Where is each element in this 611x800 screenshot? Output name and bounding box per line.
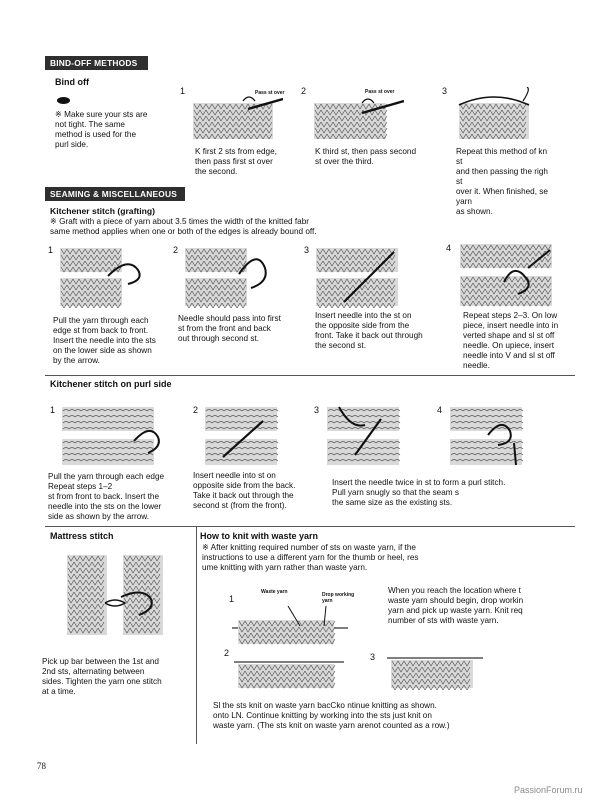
divider-line-2 [45, 526, 575, 527]
kitchener-step-1-illustration [58, 246, 153, 308]
kitchener-purl-step-4-illustration [448, 405, 528, 467]
mattress-illustration [65, 553, 170, 637]
waste-yarn-step-1-number: 1 [229, 594, 235, 604]
bind-off-step-1-number: 1 [180, 86, 186, 96]
kitchener-purl-step-1-illustration [60, 405, 165, 467]
waste-yarn-label: Waste yarn [261, 589, 288, 595]
kitchener-purl-step-3-number: 3 [314, 405, 320, 415]
kitchener-purl-step-3-illustration [325, 405, 405, 467]
mattress-title: Mattress stitch [50, 531, 114, 541]
kitchener-step-3-number: 3 [304, 245, 310, 255]
watermark: PassionForum.ru [514, 785, 583, 795]
bind-off-note: ※ Make sure your sts are not tight. The same method is used for the purl side. [55, 110, 148, 149]
column-divider [196, 526, 197, 744]
kitchener-step-4-caption: Repeat steps 2–3. On low piece, insert needle into in verted shape and sl st off needle. On upiece, insert needle into V and sl st off needle. [463, 311, 559, 370]
kitchener-purl-step-1-number: 1 [50, 405, 56, 415]
kitchener-purl-step-2-number: 2 [193, 405, 199, 415]
kitchener-purl-step-4-number: 4 [437, 405, 443, 415]
waste-yarn-note: ※ After knitting required number of sts on waste yarn, if the instructions to use a different yarn for the thumb or heel, res ume knitting with yarn rather than waste yarn. [202, 543, 419, 572]
kitchener-purl-title: Kitchener stitch on purl side [50, 379, 172, 389]
waste-yarn-step-3-number: 3 [370, 652, 376, 662]
kitchener-note: ※ Graft with a piece of yarn about 3.5 times the width of the knitted fabr same method applies when one or both of the edges is already bound off. [50, 217, 317, 236]
kitchener-step-1-number: 1 [48, 245, 54, 255]
kitchener-purl-step-1-caption: Pull the yarn through each edge Repeat steps 1–2 st from front to back. Insert the needle into the sts on the lower side as shown by the arrow. [48, 472, 165, 521]
kitchener-purl-step-2-illustration [203, 405, 283, 467]
bullet-oval-icon [57, 97, 70, 104]
bind-off-step-3-caption: Repeat this method of kn st and then passing the righ st over it. When finished, se yarn as shown. [456, 147, 548, 216]
bind-off-step-3-number: 3 [442, 86, 448, 96]
kitchener-step-4-illustration [458, 242, 558, 308]
kitchener-purl-step-2-caption: Insert needle into st on opposite side from the back. Take it back out through the second st (from the front). [193, 471, 296, 510]
bind-off-step-1-label: Pass st over [255, 90, 285, 96]
kitchener-title: Kitchener stitch (grafting) [50, 206, 156, 216]
kitchener-step-2-illustration [183, 246, 278, 308]
waste-yarn-step-1-illustration [230, 606, 350, 646]
divider-line [45, 375, 575, 376]
mattress-caption: Pick up bar between the 1st and 2nd sts, alternating between sides. Tighten the yarn one stitch at a time. [42, 657, 162, 696]
bind-off-subtitle: Bind off [55, 77, 89, 87]
kitchener-step-4-number: 4 [446, 243, 452, 253]
bind-off-step-2-label: Pass st over [365, 89, 395, 95]
bind-off-section-header: BIND-OFF METHODS [45, 56, 148, 70]
kitchener-step-2-number: 2 [173, 245, 179, 255]
waste-yarn-step-1-caption: When you reach the location where t waste yarn should begin, drop workin yarn and pick up waste yarn. Knit req number of sts with waste yarn. [388, 586, 524, 625]
drop-working-yarn-label: Drop working yarn [322, 592, 355, 604]
waste-yarn-step-2-number: 2 [224, 648, 230, 658]
page-number: 78 [37, 761, 46, 771]
kitchener-step-3-caption: Insert needle into the st on the opposite side from the front. Take it back out through the second st. [315, 311, 423, 350]
waste-yarn-final-caption: Sl the sts knit on waste yarn bacCko ntinue knitting as shown. onto LN. Continue knitting by working into the sts just knit on waste yarn. (The sts knit on waste yarn arenot counted as a row.) [213, 701, 450, 730]
kitchener-step-2-caption: Needle should pass into first st from the front and back out through second st. [178, 314, 281, 343]
bind-off-step-3-illustration [455, 87, 535, 139]
waste-yarn-step-3-illustration [385, 648, 485, 690]
seaming-section-header: SEAMING & MISCELLANEOUS [45, 187, 185, 201]
bind-off-step-2-caption: K third st, then pass second st over the third. [315, 147, 417, 166]
waste-yarn-title: How to knit with waste yarn [200, 531, 319, 541]
bind-off-step-1-caption: K first 2 sts from edge, then pass first st over the second. [195, 147, 277, 176]
kitchener-step-1-caption: Pull the yarn through each edge st from back to front. Insert the needle into the sts on the lower side as shown by the arrow. [53, 316, 156, 365]
waste-yarn-step-2-illustration [232, 650, 347, 690]
kitchener-purl-step-3-caption: Insert the needle twice in st to form a purl stitch. Pull yarn snugly so that the seam s the same size as the existing sts. [332, 478, 506, 507]
bind-off-step-2-number: 2 [301, 86, 307, 96]
kitchener-step-3-illustration [314, 246, 404, 308]
